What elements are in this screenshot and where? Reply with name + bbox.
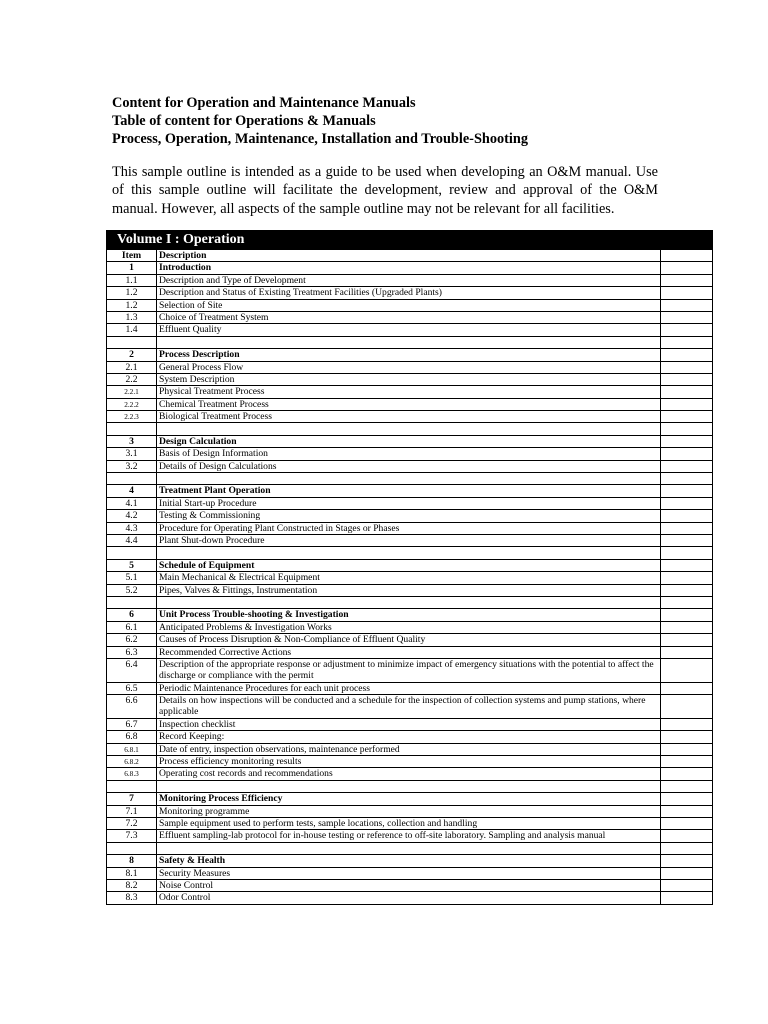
- item-description: Choice of Treatment System: [157, 311, 661, 323]
- table-row: [107, 361, 713, 373]
- blank-cell: [157, 596, 661, 608]
- table-row: [107, 448, 713, 460]
- item-number: 4: [107, 485, 157, 497]
- section-row: [107, 855, 713, 867]
- item-description: Effluent sampling-lab protocol for in-house testing or reference to off-site laboratory. Sampling and analysis manual: [157, 830, 661, 842]
- item-description: Pipes, Valves & Fittings, Instrumentation: [157, 584, 661, 596]
- item-number: 7.2: [107, 818, 157, 830]
- item-description: Details of Design Calculations: [157, 460, 661, 472]
- blank-cell: [661, 448, 713, 460]
- item-description: Description of the appropriate response or adjustment to minimize impact of emergency situations with the potential to affect the discharge or compliance with the permit: [157, 658, 661, 682]
- item-number: 5.2: [107, 584, 157, 596]
- item-number: 1.2: [107, 287, 157, 299]
- item-number: 4.4: [107, 534, 157, 546]
- spacer-row: [107, 596, 713, 608]
- item-number: 5.1: [107, 572, 157, 584]
- item-description: Security Measures: [157, 867, 661, 879]
- table-row: [107, 299, 713, 311]
- item-number: 1.4: [107, 324, 157, 336]
- item-number: 6.2: [107, 634, 157, 646]
- table-row: [107, 892, 713, 904]
- item-number: 6.8.1: [107, 743, 157, 755]
- blank-cell: [661, 780, 713, 792]
- item-number: 6.5: [107, 682, 157, 694]
- blank-cell: [661, 559, 713, 571]
- table-row: [107, 411, 713, 423]
- spacer-row: [107, 842, 713, 854]
- column-header-description: Description: [157, 250, 661, 262]
- table-row: [107, 731, 713, 743]
- item-number: 3.2: [107, 460, 157, 472]
- blank-cell: [661, 731, 713, 743]
- blank-cell: [661, 867, 713, 879]
- item-number: 4.2: [107, 510, 157, 522]
- item-description: Physical Treatment Process: [157, 386, 661, 398]
- section-row: [107, 262, 713, 274]
- blank-cell: [157, 423, 661, 435]
- blank-cell: [661, 596, 713, 608]
- table-row: [107, 805, 713, 817]
- item-description: Details on how inspections will be conducted and a schedule for the inspection of collection systems and pump stations, where applicable: [157, 695, 661, 719]
- blank-cell: [661, 497, 713, 509]
- item-number: 7.3: [107, 830, 157, 842]
- item-description: Monitoring programme: [157, 805, 661, 817]
- item-description: Periodic Maintenance Procedures for each unit process: [157, 682, 661, 694]
- item-description: Testing & Commissioning: [157, 510, 661, 522]
- blank-cell: [661, 250, 713, 262]
- item-description: Monitoring Process Efficiency: [157, 793, 661, 805]
- item-description: General Process Flow: [157, 361, 661, 373]
- table-row: [107, 695, 713, 719]
- item-number: 6: [107, 609, 157, 621]
- item-description: Initial Start-up Procedure: [157, 497, 661, 509]
- volume-header-row: [107, 231, 713, 250]
- contents-table-body: [107, 231, 713, 905]
- table-row: [107, 743, 713, 755]
- contents-table: [106, 230, 713, 905]
- item-number: 7: [107, 793, 157, 805]
- heading-line-3: Process, Operation, Maintenance, Installation and Trouble-Shooting: [112, 131, 528, 147]
- blank-cell: [661, 473, 713, 485]
- item-description: System Description: [157, 373, 661, 385]
- section-row: [107, 485, 713, 497]
- item-description: Selection of Site: [157, 299, 661, 311]
- blank-cell: [661, 311, 713, 323]
- blank-cell: [661, 262, 713, 274]
- item-description: Date of entry, inspection observations, maintenance performed: [157, 743, 661, 755]
- table-row: [107, 497, 713, 509]
- item-number: 6.3: [107, 646, 157, 658]
- item-number: 8.3: [107, 892, 157, 904]
- blank-cell: [661, 398, 713, 410]
- spacer-row: [107, 423, 713, 435]
- table-row: [107, 460, 713, 472]
- item-description: Causes of Process Disruption & Non-Compliance of Effluent Quality: [157, 634, 661, 646]
- section-row: [107, 435, 713, 447]
- section-row: [107, 349, 713, 361]
- blank-cell: [661, 621, 713, 633]
- section-row: [107, 609, 713, 621]
- item-number: 1.1: [107, 274, 157, 286]
- table-row: [107, 818, 713, 830]
- blank-cell: [157, 336, 661, 348]
- item-number: 4.1: [107, 497, 157, 509]
- item-number: 6.8.3: [107, 768, 157, 780]
- item-number: 3.1: [107, 448, 157, 460]
- blank-cell: [661, 646, 713, 658]
- blank-cell: [661, 572, 713, 584]
- item-description: Effluent Quality: [157, 324, 661, 336]
- blank-cell: [661, 373, 713, 385]
- item-description: Plant Shut-down Procedure: [157, 534, 661, 546]
- blank-cell: [107, 336, 157, 348]
- spacer-row: [107, 547, 713, 559]
- blank-cell: [661, 423, 713, 435]
- blank-cell: [107, 842, 157, 854]
- item-number: 6.6: [107, 695, 157, 719]
- spacer-row: [107, 336, 713, 348]
- item-description: Noise Control: [157, 879, 661, 891]
- item-description: Basis of Design Information: [157, 448, 661, 460]
- item-number: 6.7: [107, 718, 157, 730]
- table-row: [107, 274, 713, 286]
- item-number: 8: [107, 855, 157, 867]
- blank-cell: [661, 324, 713, 336]
- table-row: [107, 572, 713, 584]
- item-description: Biological Treatment Process: [157, 411, 661, 423]
- table-row: [107, 534, 713, 546]
- table-row: [107, 398, 713, 410]
- item-description: Unit Process Trouble-shooting & Investigation: [157, 609, 661, 621]
- blank-cell: [157, 547, 661, 559]
- item-number: 1.3: [107, 311, 157, 323]
- blank-cell: [661, 386, 713, 398]
- spacer-row: [107, 473, 713, 485]
- item-number: 1: [107, 262, 157, 274]
- item-description: Operating cost records and recommendations: [157, 768, 661, 780]
- table-row: [107, 646, 713, 658]
- table-row: [107, 311, 713, 323]
- blank-cell: [661, 609, 713, 621]
- blank-cell: [661, 274, 713, 286]
- blank-cell: [661, 842, 713, 854]
- blank-cell: [661, 756, 713, 768]
- item-description: Process efficiency monitoring results: [157, 756, 661, 768]
- item-description: Procedure for Operating Plant Constructed in Stages or Phases: [157, 522, 661, 534]
- heading-line-1: Content for Operation and Maintenance Manuals: [112, 95, 416, 111]
- item-number: 4.3: [107, 522, 157, 534]
- table-row: [107, 658, 713, 682]
- blank-cell: [661, 805, 713, 817]
- heading-line-2: Table of content for Operations & Manuals: [112, 113, 376, 129]
- section-row: [107, 793, 713, 805]
- blank-cell: [157, 473, 661, 485]
- section-row: [107, 559, 713, 571]
- item-number: 7.1: [107, 805, 157, 817]
- item-number: 3: [107, 435, 157, 447]
- blank-cell: [661, 855, 713, 867]
- table-row: [107, 510, 713, 522]
- item-number: 8.2: [107, 879, 157, 891]
- blank-cell: [661, 522, 713, 534]
- blank-cell: [661, 634, 713, 646]
- item-description: Process Description: [157, 349, 661, 361]
- blank-cell: [661, 299, 713, 311]
- blank-cell: [661, 695, 713, 719]
- table-row: [107, 386, 713, 398]
- item-number: 1.2: [107, 299, 157, 311]
- blank-cell: [661, 892, 713, 904]
- table-row: [107, 634, 713, 646]
- table-row: [107, 879, 713, 891]
- blank-cell: [661, 682, 713, 694]
- blank-cell: [661, 830, 713, 842]
- column-header-row: [107, 250, 713, 262]
- item-description: Record Keeping:: [157, 731, 661, 743]
- blank-cell: [661, 435, 713, 447]
- blank-cell: [661, 793, 713, 805]
- blank-cell: [661, 818, 713, 830]
- item-description: Introduction: [157, 262, 661, 274]
- blank-cell: [661, 534, 713, 546]
- blank-cell: [157, 842, 661, 854]
- item-number: 6.8: [107, 731, 157, 743]
- table-row: [107, 373, 713, 385]
- blank-cell: [661, 547, 713, 559]
- blank-cell: [661, 879, 713, 891]
- table-row: [107, 768, 713, 780]
- item-description: Recommended Corrective Actions: [157, 646, 661, 658]
- table-row: [107, 718, 713, 730]
- item-description: Anticipated Problems & Investigation Works: [157, 621, 661, 633]
- blank-cell: [107, 780, 157, 792]
- document-header: [112, 94, 672, 148]
- item-number: 2.1: [107, 361, 157, 373]
- table-row: [107, 621, 713, 633]
- blank-cell: [661, 658, 713, 682]
- item-number: 2.2.2: [107, 398, 157, 410]
- blank-cell: [661, 460, 713, 472]
- item-number: 6.1: [107, 621, 157, 633]
- table-row: [107, 756, 713, 768]
- blank-cell: [661, 584, 713, 596]
- item-description: Description and Type of Development: [157, 274, 661, 286]
- table-row: [107, 682, 713, 694]
- blank-cell: [661, 336, 713, 348]
- item-number: 2.2.3: [107, 411, 157, 423]
- table-row: [107, 324, 713, 336]
- item-description: Safety & Health: [157, 855, 661, 867]
- item-number: 2.2.1: [107, 386, 157, 398]
- item-description: Description and Status of Existing Treatment Facilities (Upgraded Plants): [157, 287, 661, 299]
- item-description: Treatment Plant Operation: [157, 485, 661, 497]
- item-description: Schedule of Equipment: [157, 559, 661, 571]
- blank-cell: [661, 743, 713, 755]
- blank-cell: [661, 411, 713, 423]
- spacer-row: [107, 780, 713, 792]
- blank-cell: [107, 473, 157, 485]
- item-number: 8.1: [107, 867, 157, 879]
- item-description: Chemical Treatment Process: [157, 398, 661, 410]
- blank-cell: [107, 423, 157, 435]
- blank-cell: [661, 718, 713, 730]
- blank-cell: [661, 287, 713, 299]
- blank-cell: [661, 510, 713, 522]
- item-number: 2.2: [107, 373, 157, 385]
- item-description: Odor Control: [157, 892, 661, 904]
- item-number: 2: [107, 349, 157, 361]
- item-number: 5: [107, 559, 157, 571]
- table-row: [107, 584, 713, 596]
- blank-cell: [661, 361, 713, 373]
- table-row: [107, 830, 713, 842]
- table-row: [107, 867, 713, 879]
- volume-title: Volume I : Operation: [107, 231, 713, 250]
- blank-cell: [661, 485, 713, 497]
- item-number: 6.4: [107, 658, 157, 682]
- item-description: Main Mechanical & Electrical Equipment: [157, 572, 661, 584]
- blank-cell: [661, 349, 713, 361]
- table-row: [107, 287, 713, 299]
- item-number: 6.8.2: [107, 756, 157, 768]
- blank-cell: [661, 768, 713, 780]
- item-description: Sample equipment used to perform tests, sample locations, collection and handling: [157, 818, 661, 830]
- intro-paragraph: This sample outline is intended as a guide to be used when developing an O&M manual. Use of this sample outline will facilitate the development, review and approval of the O&M manual. However, all aspects of the sample outline may not be relevant for all facilities.: [112, 164, 658, 217]
- blank-cell: [107, 596, 157, 608]
- item-description: Inspection checklist: [157, 718, 661, 730]
- blank-cell: [157, 780, 661, 792]
- column-header-item: Item: [107, 250, 157, 262]
- item-description: Design Calculation: [157, 435, 661, 447]
- table-row: [107, 522, 713, 534]
- blank-cell: [107, 547, 157, 559]
